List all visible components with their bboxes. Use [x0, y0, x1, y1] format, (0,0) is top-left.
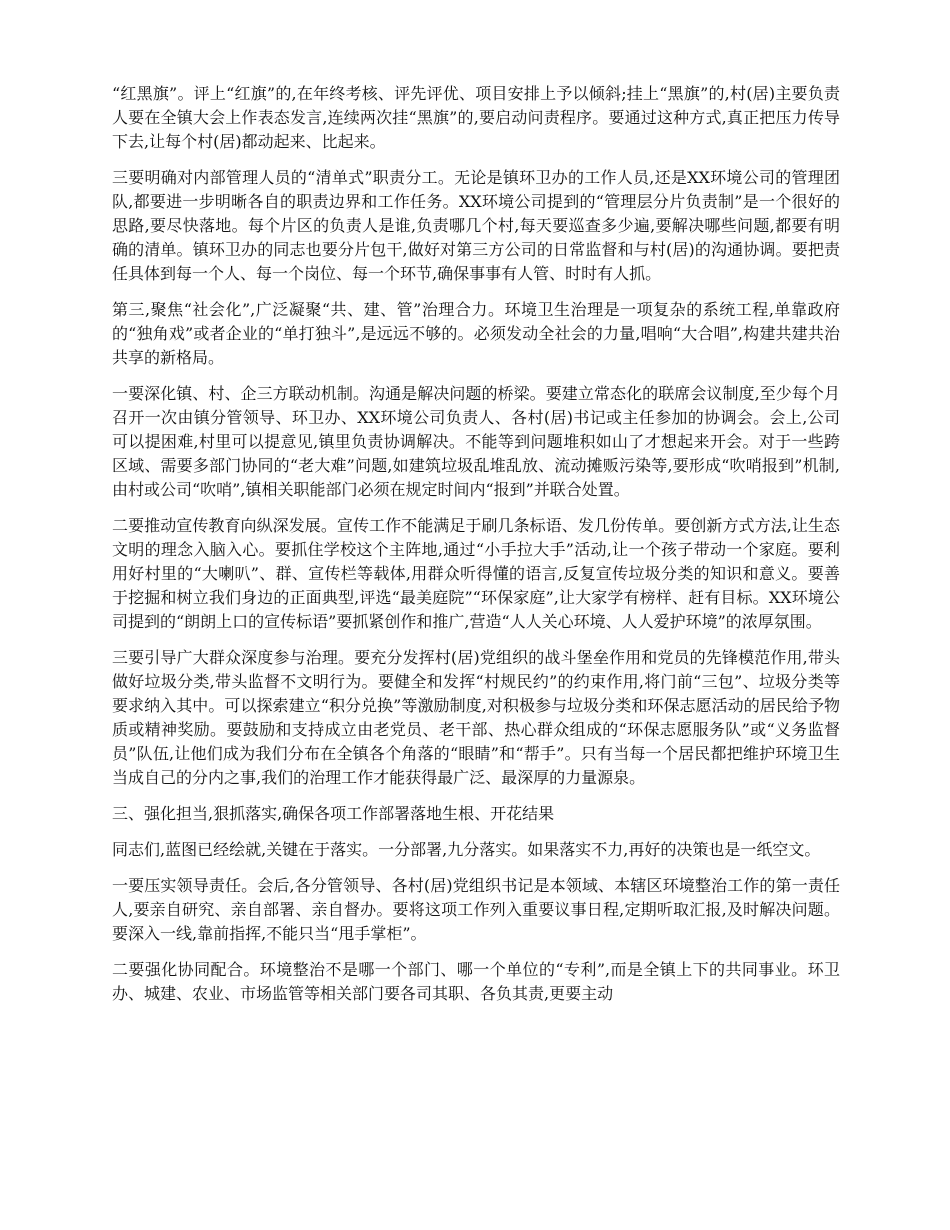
paragraph-leadership-responsibility: 一要压实领导责任。会后,各分管领导、各村(居)党组织书记是本领域、本辖区环境整治工作的第一责任人,要亲自研究、亲自部署、亲自督办。要将这项工作列入重要议事日程,定期听取汇报,及时解决问题。要深入一线,靠前指挥,不能只当“甩手掌柜”。: [112, 876, 840, 943]
paragraph-publicity-education: 二要推动宣传教育向纵深发展。宣传工作不能满足于刷几条标语、发几份传单。要创新方式方法,让生态文明的理念入脑入心。要抓住学校这个主阵地,通过“小手拉大手”活动,让一个孩子带动一个家庭。要利用好村里的“大喇叭”、群、宣传栏等载体,用群众听得懂的语言,反复宣传垃圾分类的知识和意义。要善于挖掘和树立我们身边的正面典型,评选“最美庭院”“环保家庭”,让大家学有榜样、赶有目标。XX环境公司提到的“朗朗上口的宣传标语”要抓紧创作和推广,营造“人人关心环境、人人爱护环境”的浓厚氛围。: [112, 516, 840, 631]
paragraph-coordination: 二要强化协同配合。环境整治不是哪一个部门、哪一个单位的“专利”,而是全镇上下的共同事业。环卫办、城建、农业、市场监管等相关部门要各司其职、各负其责,更要主动: [112, 960, 840, 1003]
document-page: [112, 82, 840, 1018]
paragraph-tripartite-mechanism: 一要深化镇、村、企三方联动机制。沟通是解决问题的桥梁。要建立常态化的联席会议制度,至少每个月召开一次由镇分管领导、环卫办、XX环境公司负责人、各村(居)书记或主任参加的协调会。会上,公司可以提困难,村里可以提意见,镇里负责协调解决。不能等到问题堆积如山了才想起来开会。对于一些跨区域、需要多部门协同的“老大难”问题,如建筑垃圾乱堆乱放、流动摊贩污染等,要形成“吹哨报到”机制,由村或公司“吹哨”,镇相关职能部门必须在规定时间内“报到”并联合处置。: [112, 384, 840, 499]
section-heading-implementation: 三、强化担当,狠抓落实,确保各项工作部署落地生根、开花结果: [112, 804, 555, 823]
paragraph-public-participation: 三要引导广大群众深度参与治理。要充分发挥村(居)党组织的战斗堡垒作用和党员的先锋模范作用,带头做好垃圾分类,带头监督不文明行为。要健全和发挥“村规民约”的约束作用,将门前“三包”、垃圾分类等要求纳入其中。可以探索建立“积分兑换”等激励制度,对积极参与垃圾分类和环保志愿活动的居民给予物质或精神奖励。要鼓励和支持成立由老党员、老干部、热心群众组成的“环保志愿服务队”或“义务监督员”队伍,让他们成为我们分布在全镇各个角落的“眼睛”和“帮手”。只有当每一个居民都把维护环境卫生当成自己的分内之事,我们的治理工作才能获得最广泛、最深厚的力量源泉。: [112, 648, 840, 787]
paragraph-responsibility-list: 三要明确对内部管理人员的“清单式”职责分工。无论是镇环卫办的工作人员,还是XX环境公司的管理团队,都要进一步明晰各自的职责边界和工作任务。XX环境公司提到的“管理层分片负责制”是一个很好的思路,要尽快落地。每个片区的负责人是谁,负责哪几个村,每天要巡查多少遍,要解决哪些问题,都要有明确的清单。镇环卫办的同志也要分片包干,做好对第三方公司的日常监督和与村(居)的沟通协调。要把责任具体到每一个人、每一个岗位、每一个环节,确保事事有人管、时时有人抓。: [112, 168, 840, 283]
paragraph-red-black-flag: “红黑旗”。评上“红旗”的,在年终考核、评先评优、项目安排上予以倾斜;挂上“黑旗”的,村(居)主要负责人要在全镇大会上作表态发言,连续两次挂“黑旗”的,要启动问责程序。要通过这种方式,真正把压力传导下去,让每个村(居)都动起来、比起来。: [112, 84, 840, 151]
paragraph-socialization: 第三,聚焦“社会化”,广泛凝聚“共、建、管”治理合力。环境卫生治理是一项复杂的系统工程,单靠政府的“独角戏”或者企业的“单打独斗”,是远远不够的。必须发动全社会的力量,唱响“大合唱”,构建共建共治共享的新格局。: [112, 300, 840, 367]
paragraph-implementation-intro: 同志们,蓝图已经绘就,关键在于落实。一分部署,九分落实。如果落实不力,再好的决策也是一纸空文。: [112, 840, 821, 859]
